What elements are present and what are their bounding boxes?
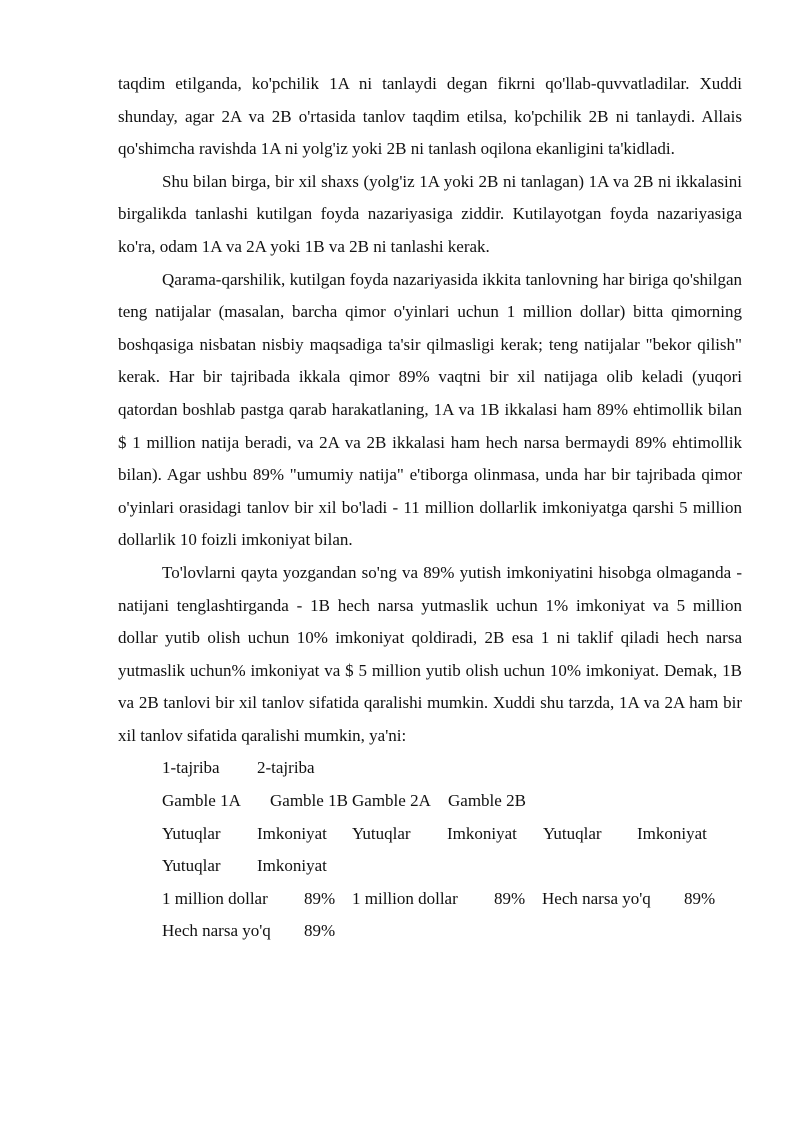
document-page (118, 68, 742, 948)
paragraph-explanation: Qarama-qarshilik, kutilgan foyda nazariyasida ikkita tanlovning har biriga qo'shilgan teng natijalar (masalan, barcha qimor o'yinlari uchun 1 million dollar) bitta qimorning boshqasiga nisbatan nisbiy maqsadiga ta'sir qilmasligi kerak; teng natijalar "bekor qilish" kerak. Har bir tajribada ikkala qimor 89% vaqtni bir xil natijaga olib keladi (yuqori qatordan boshlab pastga qarab harakatlaning, 1A va 1B ikkalasi ham 89% ehtimollik bilan $ 1 million natija beradi, va 2A va 2B ikkalasi ham hech narsa bermaydi 89% ehtimollik bilan). Agar ushbu 89% "umumiy natija" e'tiborga olinmasa, unda har bir tajribada qimor o'yinlari orasidagi tanlov bir xil bo'ladi - 11 million dollarlik imkoniyatga qarshi 5 million dollarlik 10 foizli imkoniyat bilan. (118, 269, 742, 550)
gamble-1b-label: Gamble 1B (270, 791, 348, 811)
header-cell: Imkoniyat (257, 823, 327, 843)
experiment-1-label: 1-tajriba (162, 758, 220, 778)
value-cell: 89% (684, 888, 716, 908)
value-cell: 89% (304, 921, 336, 941)
header-cell: Yutuqlar (352, 823, 411, 843)
header-cell: Imkoniyat (257, 856, 327, 876)
value-cell: 89% (494, 888, 526, 908)
header-cell: Yutuqlar (543, 823, 602, 843)
header-cell: Imkoniyat (447, 823, 517, 843)
value-cell: Hech narsa yo'q (542, 888, 651, 908)
experiment-2-label: 2-tajriba (257, 758, 315, 778)
value-cell: 1 million dollar (162, 888, 268, 908)
column-headers-row-2 (118, 850, 742, 883)
experiment-labels-row (118, 752, 742, 785)
values-row-2 (118, 915, 742, 948)
value-cell: Hech narsa yo'q (162, 921, 271, 941)
value-cell: 89% (304, 888, 336, 908)
gamble-labels-row (118, 785, 742, 818)
gamble-2b-label: Gamble 2B (448, 791, 526, 811)
header-cell: Yutuqlar (162, 856, 221, 876)
paragraph-rewritten-payoffs: To'lovlarni qayta yozgandan so'ng va 89% yutish imkoniyatini hisobga olmaganda - natijani tenglashtirganda - 1B hech narsa yutmaslik uchun 1% imkoniyat va 5 million dollar yutib olish uchun 10% imkoniyat qoldiradi, 2B esa 1 ni taklif qiladi hech narsa yutmaslik uchun% imkoniyat va $ 5 million yutib olish uchun 10% imkoniyat. Demak, 1B va 2B tanlovi bir xil tanlov sifatida qaralishi mumkin. Xuddi shu tarzda, 1A va 2A ham bir xil tanlov sifatida qaralishi mumkin, ya'ni: (118, 562, 742, 745)
header-cell: Imkoniyat (637, 823, 707, 843)
header-cell: Yutuqlar (162, 823, 221, 843)
gamble-2a-label: Gamble 2A (352, 791, 431, 811)
value-cell: 1 million dollar (352, 888, 458, 908)
paragraph-continuation: taqdim etilganda, ko'pchilik 1A ni tanlaydi degan fikrni qo'llab-quvvatladilar. Xuddi shunday, agar 2A va 2B o'rtasida tanlov taqdim etilsa, ko'pchilik 2B ni tanlaydi. Allais qo'shimcha ravishda 1A ni yolg'iz yoki 2B ni tanlash oqilona ekanligini ta'kidladi. (118, 74, 742, 159)
paragraph-contradiction: Shu bilan birga, bir xil shaxs (yolg'iz 1A yoki 2B ni tanlagan) 1A va 2B ni ikkalasini birgalikda tanlashi kutilgan foyda nazariyasiga ziddir. Kutilayotgan foyda nazariyasiga ko'ra, odam 1A va 2A yoki 1B va 2B ni tanlashi kerak. (118, 171, 742, 256)
gamble-1a-label: Gamble 1A (162, 791, 241, 811)
column-headers-row-1 (118, 818, 742, 851)
values-row-1 (118, 883, 742, 916)
